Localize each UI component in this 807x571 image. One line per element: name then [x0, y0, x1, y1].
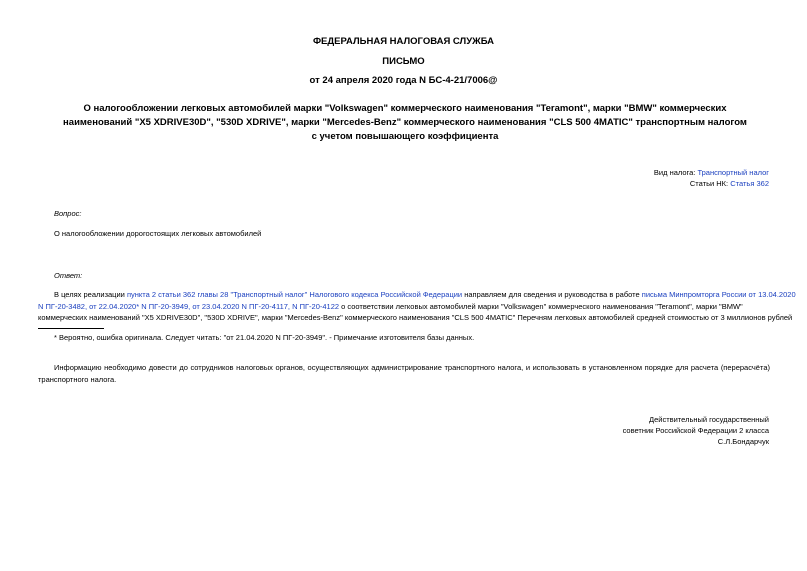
- question-text: О налогообложении дорогостоящих легковых автомобилей: [54, 229, 262, 238]
- footnote: * Вероятно, ошибка оригинала. Следует читать: "от 21.04.2020 N ПГ-20-3949". - Примечание изготовителя базы данных.: [54, 333, 475, 342]
- tax-type-link[interactable]: Транспортный налог: [697, 168, 769, 177]
- answer-text: В целях реализации: [54, 290, 127, 299]
- question-label: Вопрос:: [54, 209, 82, 218]
- nk-reference-link[interactable]: пункта 2 статьи 362 главы 28 "Транспортный налог" Налогового кодекса Российской Федерации: [126, 290, 463, 299]
- answer-line-3: коммерческих наименований "X5 XDRIVE30D", "530D XDRIVE", марки "Mercedes-Benz" коммерческого наименования "CLS 500 4MATIC" Перечням легковых автомобилей средней стоимостью от 3 миллионов рублей: [38, 313, 793, 322]
- answer-paragraph: [38, 289, 796, 324]
- footnote-divider: [38, 328, 104, 329]
- document-date-number: от 24 апреля 2020 года N БС-4-21/7006@: [309, 75, 498, 86]
- tax-type-label: Вид налога:: [653, 168, 698, 177]
- info-paragraph: Информацию необходимо довести до сотрудников налоговых органов, осуществляющих администрирование транспортного налога, и использовать в установленном порядке для расчета (перерасчёта) транспортного налога.: [38, 363, 770, 384]
- answer-label: Ответ:: [54, 271, 83, 280]
- answer-line-2: [38, 301, 770, 313]
- minpromtorg-letter-link[interactable]: письма Минпромторга России от 13.04.2020: [641, 290, 796, 299]
- nk-article-link[interactable]: Статья 362: [730, 179, 769, 188]
- document-type: ПИСЬМО: [382, 56, 425, 67]
- signer-name: С.Л.Бондарчук: [717, 437, 769, 446]
- answer-text: направляем для сведения и руководства в работе: [462, 290, 642, 299]
- answer-line-1: [38, 289, 796, 301]
- signer-title-line-1: Действительный государственный: [649, 415, 769, 424]
- answer-text: о соответствии легковых автомобилей марки "Volkswagen" коммерческого наименования "Teramont", марки "BMW": [339, 301, 743, 311]
- signer-title-line-2: советник Российской Федерации 2 класса: [622, 426, 769, 435]
- minpromtorg-letters-numbers-link[interactable]: N ПГ-20-3482, от 22.04.2020* N ПГ-20-3949, от 23.04.2020 N ПГ-20-4117, N ПГ-20-4122: [38, 301, 340, 311]
- nk-articles-row: [690, 178, 769, 189]
- tax-type-row: [654, 167, 769, 178]
- document-title: О налогообложении легковых автомобилей марки "Volkswagen" коммерческого наименования "Teramont", марки "BMW" коммерческих наименований "X5 XDRIVE30D", "530D XDRIVE", марки "Mercedes-Benz" коммерческого наименования "CLS 500 4MATIC" транспортным налогом с учетом повышающего коэффициента: [63, 103, 747, 142]
- nk-articles-label: Статьи НК:: [689, 179, 731, 188]
- agency-name: ФЕДЕРАЛЬНАЯ НАЛОГОВАЯ СЛУЖБА: [312, 36, 495, 47]
